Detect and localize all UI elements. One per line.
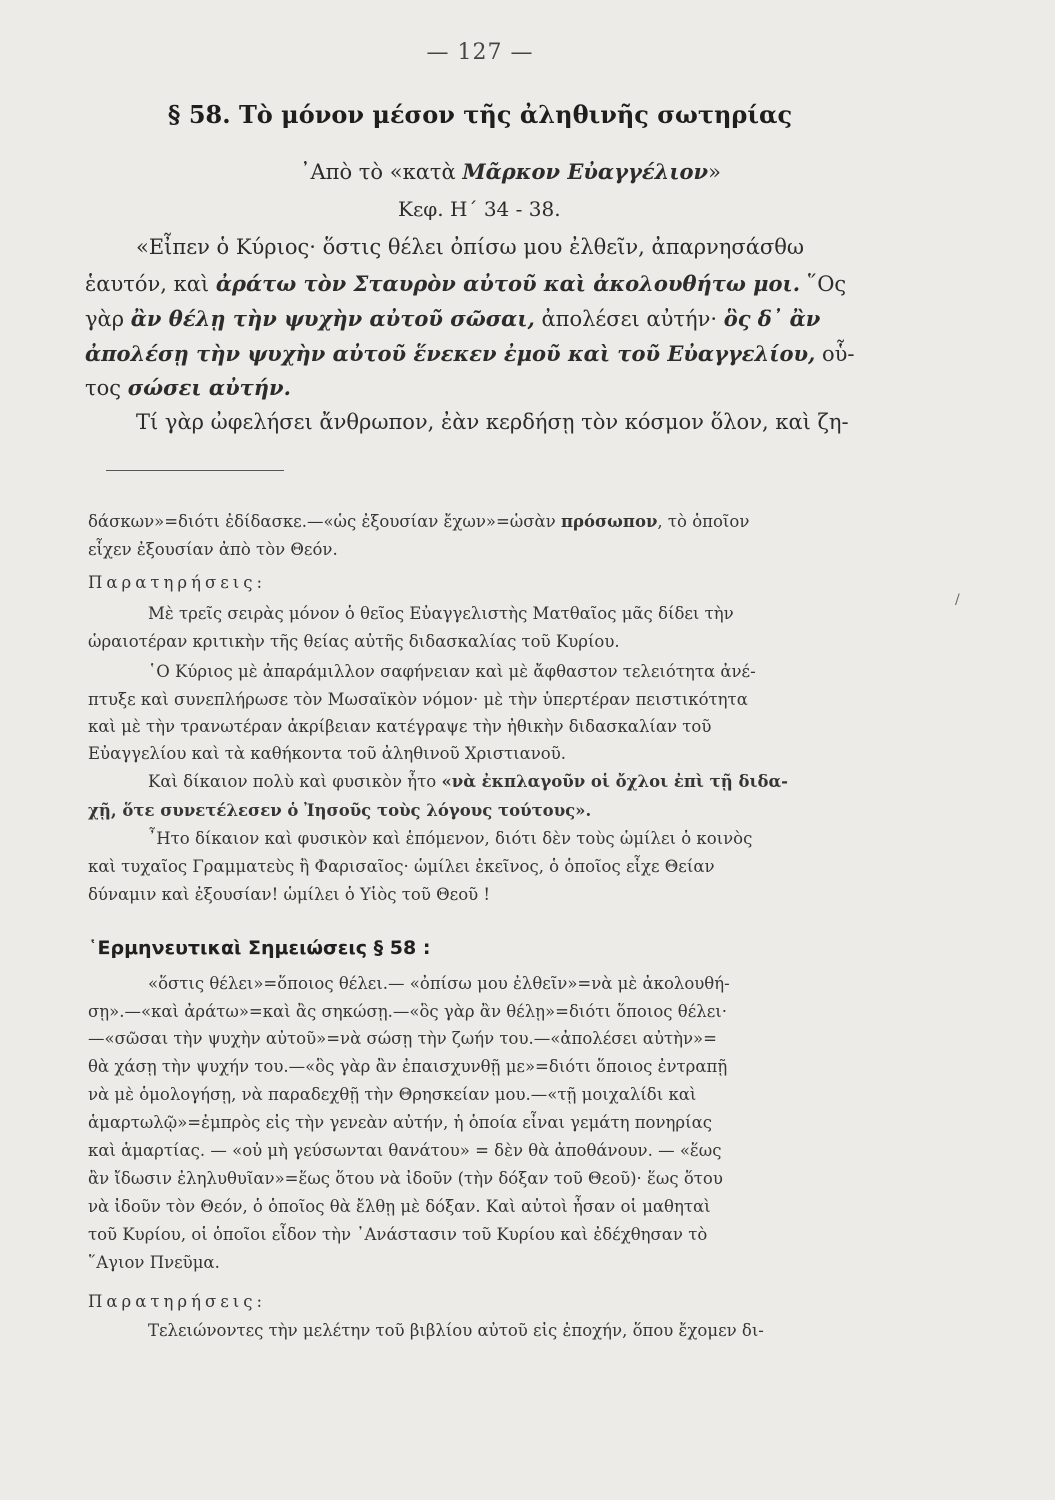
source-prefix: ᾿Απὸ τὸ «κατὰ — [300, 160, 463, 184]
gospel-line-3a: γὰρ — [85, 307, 131, 331]
source-book: Μᾶρκον Εὐαγγέλιον — [462, 159, 709, 184]
notes-line-9: νὰ ἰδοῦν τὸν Θεόν, ὁ ὁποῖος θὰ ἔλθῃ μὲ δόξαν. Καὶ αὐτοὶ ἦσαν οἱ μαθηταὶ — [88, 1197, 711, 1216]
observations-heading-2: Παρατηρήσεις: — [88, 1292, 267, 1311]
footnote-line-1 — [88, 514, 749, 531]
gospel-line-1: «Εἶπεν ὁ Κύριος· ὅστις θέλει ὀπίσω μου ἐλθεῖν, ἀπαρνησάσθω — [136, 235, 805, 259]
notes-line-8: ἂν ἴδωσιν ἐληλυθυῖαν»=ἕως ὅτου νὰ ἰδοῦν (τὴν δόξαν τοῦ Θεοῦ)· ἕως ὅτου — [88, 1169, 723, 1188]
gospel-line-4a: ἀπολέσῃ τὴν ψυχὴν αὐτοῦ ἕνεκεν ἐμοῦ καὶ τοῦ Εὐαγγελίου, — [85, 341, 816, 366]
gospel-line-3c: ἀπολέσει αὐτήν· — [534, 307, 724, 331]
gospel-line-2 — [85, 273, 846, 295]
notes-line-7: καὶ ἁμαρτίας. — «οὐ μὴ γεύσωνται θανάτου» = δὲν θὰ ἀποθάνουν. — «ἕως — [88, 1141, 722, 1160]
footnote-line-1b: πρόσωπον — [560, 512, 658, 531]
source-line — [300, 161, 721, 183]
obs-p2-line-4: Εὐαγγελίου καὶ τὰ καθήκοντα τοῦ ἀληθινοῦ Χριστιανοῦ. — [88, 744, 567, 763]
source-suffix: » — [708, 160, 721, 184]
obs-p3-line-1 — [148, 774, 788, 791]
gospel-line-2a: ἑαυτόν, καὶ — [85, 272, 216, 296]
obs-p2-line-2: πτυξε καὶ συνεπλήρωσε τὸν Μωσαϊκὸν νόμον· μὲ τὴν ὑπερτέραν πειστικότητα — [88, 690, 748, 709]
margin-mark: / — [955, 592, 960, 608]
notes-line-2: σῃ».—«καὶ ἀράτω»=καὶ ἂς σηκώσῃ.—«ὃς γὰρ ἂν θέλῃ»=διότι ὅποιος θέλει· — [88, 1002, 727, 1021]
footnote-line-1a: δάσκων»=διότι ἐδίδασκε.—«ὡς ἐξουσίαν ἔχων»=ὡσὰν — [88, 512, 561, 531]
notes-line-3: —«σῶσαι τὴν ψυχὴν αὐτοῦ»=νὰ σώσῃ τὴν ζωήν του.—«ἀπολέσει αὐτὴν»= — [88, 1029, 717, 1048]
obs-p1-line-2: ὡραιοτέραν κριτικὴν τῆς θείας αὐτῆς διδασκαλίας τοῦ Κυρίου. — [88, 632, 620, 651]
notes-line-4: θὰ χάσῃ τὴν ψυχήν του.—«ὃς γὰρ ἂν ἐπαισχυνθῇ με»=διότι ὅποιος ἐντραπῇ — [88, 1057, 728, 1076]
gospel-line-5b: σώσει αὐτήν. — [127, 375, 291, 400]
page-number: — 127 — — [426, 40, 534, 65]
obs-p2-line-1: ῾Ο Κύριος μὲ ἀπαράμιλλον σαφήνειαν καὶ μὲ ἄφθαστον τελειότητα ἀνέ- — [148, 662, 756, 681]
gospel-line-4 — [85, 343, 855, 365]
section-title: § 58. Τὸ μόνον μέσον τῆς ἀληθινῆς σωτηρίας — [167, 100, 793, 129]
obs-p2-line-3: καὶ μὲ τὴν τρανωτέραν ἀκρίβειαν κατέγραψε τὴν ἠθικὴν διδασκαλίαν τοῦ — [88, 717, 712, 736]
gospel-line-3d: ὃς δ᾿ ἂν — [723, 306, 821, 331]
obs-p4-line-3: δύναμιν καὶ ἐξουσίαν! ὡμίλει ὁ Υἱὸς τοῦ Θεοῦ ! — [88, 885, 491, 904]
observations-heading-1: Παρατηρήσεις: — [88, 573, 267, 592]
obs-p4-line-1: ῏Ητο δίκαιον καὶ φυσικὸν καὶ ἑπόμενον, διότι δὲν τοὺς ὡμίλει ὁ κοινὸς — [148, 829, 753, 848]
obs-p3-line-2: χῇ, ὅτε συνετέλεσεν ὁ Ἰησοῦς τοὺς λόγους τούτους». — [88, 801, 592, 820]
footnote-line-1c: , τὸ ὁποῖον — [657, 512, 750, 531]
chapter-reference: Κεφ. Η΄ 34 - 38. — [398, 197, 561, 221]
obs-p3-line-1a: Καὶ δίκαιον πολὺ καὶ φυσικὸν ἦτο — [148, 772, 442, 791]
gospel-line-5a: τος — [85, 376, 128, 400]
notes-line-11: ῞Αγιον Πνεῦμα. — [88, 1253, 220, 1272]
obs-p3-line-1b: «νὰ ἐκπλαγοῦν οἱ ὄχλοι ἐπὶ τῇ διδα- — [441, 772, 789, 791]
gospel-line-6: Τί γὰρ ὠφελήσει ἄνθρωπον, ἐὰν κερδήσῃ τὸν κόσμον ὅλον, καὶ ζη- — [136, 410, 849, 434]
gospel-line-5 — [85, 377, 291, 399]
gospel-line-3b: ἂν θέλῃ τὴν ψυχὴν αὐτοῦ σῶσαι, — [130, 306, 535, 331]
notes-line-1: «ὅστις θέλει»=ὅποιος θέλει.— «ὀπίσω μου ἐλθεῖν»=νὰ μὲ ἀκολουθή- — [148, 974, 730, 993]
notes-heading: ῾Ερμηνευτικαὶ Σημειώσεις § 58 : — [88, 937, 431, 959]
gospel-line-4b: οὗ- — [815, 342, 855, 366]
obs-p4-line-2: καὶ τυχαῖος Γραμματεὺς ἢ Φαρισαῖος· ὡμίλει ἐκεῖνος, ὁ ὁποῖος εἶχε Θείαν — [88, 857, 715, 876]
footnote-line-2: εἶχεν ἐξουσίαν ἀπὸ τὸν Θεόν. — [88, 540, 338, 559]
gospel-line-2b: ἀράτω τὸν Σταυρὸν αὐτοῦ καὶ ἀκολουθήτω μοι. — [215, 271, 801, 296]
footnote-divider — [106, 470, 284, 471]
notes-line-6: ἁμαρτωλῷ»=ἐμπρὸς εἰς τὴν γενεὰν αὐτήν, ἡ ὁποία εἶναι γεμάτη πονηρίας — [88, 1113, 712, 1132]
gospel-line-2c: ῞Ος — [800, 272, 847, 296]
obs-p1-line-1: Μὲ τρεῖς σειρὰς μόνον ὁ θεῖος Εὐαγγελιστὴς Ματθαῖος μᾶς δίδει τὴν — [148, 604, 734, 623]
notes-line-12: Τελειώνοντες τὴν μελέτην τοῦ βιβλίου αὐτοῦ εἰς ἐποχήν, ὅπου ἔχομεν δι- — [148, 1321, 764, 1340]
notes-line-10: τοῦ Κυρίου, οἱ ὁποῖοι εἶδον τὴν ᾿Ανάστασιν τοῦ Κυρίου καὶ ἐδέχθησαν τὸ — [88, 1225, 708, 1244]
notes-line-5: νὰ μὲ ὁμολογήσῃ, νὰ παραδεχθῇ τὴν Θρησκείαν μου.—«τῇ μοιχαλίδι καὶ — [88, 1085, 697, 1104]
gospel-line-3 — [85, 308, 820, 330]
